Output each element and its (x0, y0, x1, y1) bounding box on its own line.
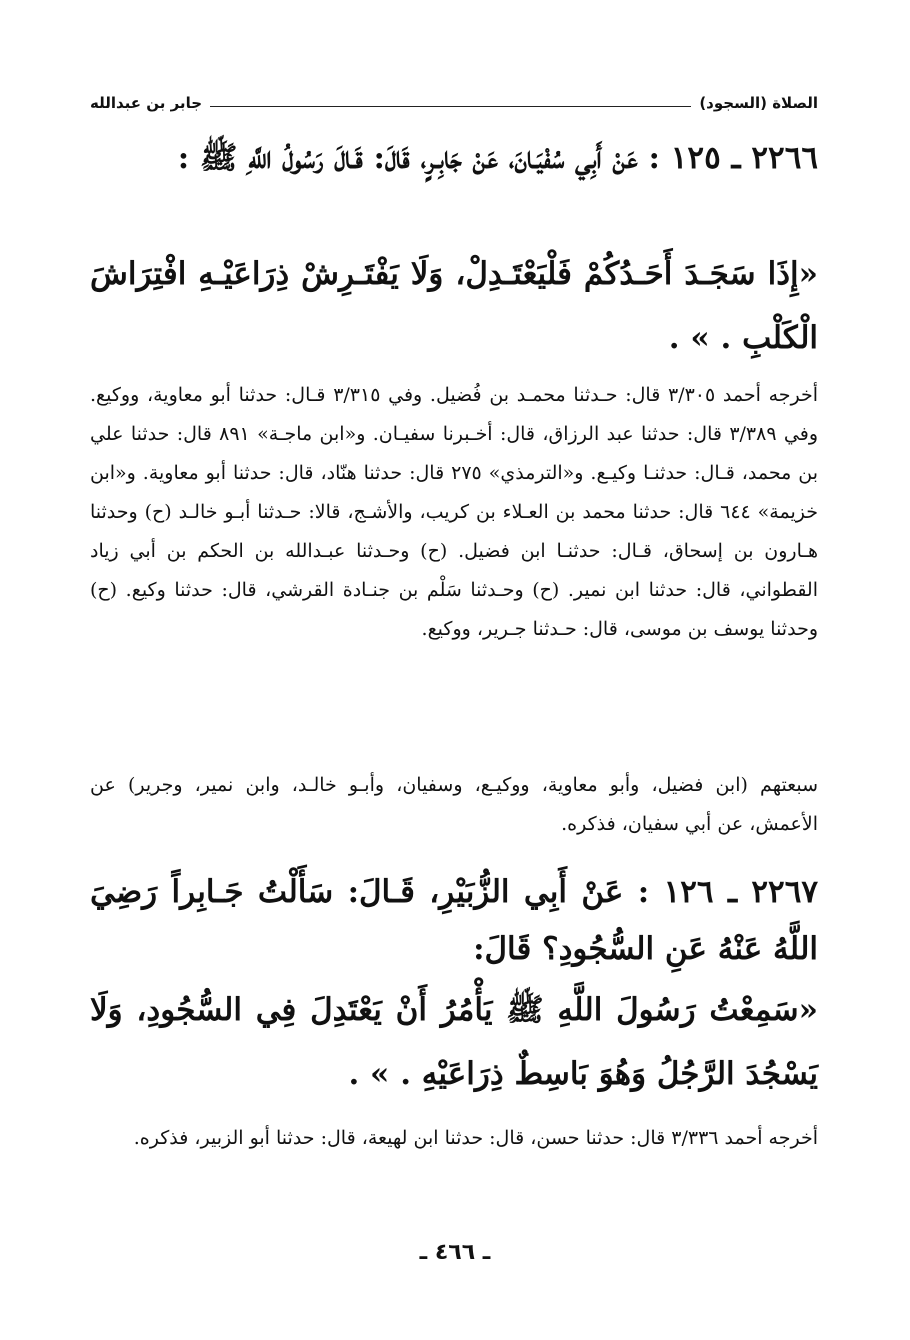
hadith-matn: «إِذَا سَجَـدَ أَحَـدُكُمْ فَلْيَعْتَـدِلْ، وَلَا يَفْتَـرِشْ ذِرَاعَيْـهِ افْتِرَاشَ الْكَلْبِ . » . (90, 256, 818, 356)
header-rule (210, 106, 691, 107)
running-header (90, 88, 818, 112)
chapter-title: الصلاة (السجود) (699, 94, 818, 112)
hadith-heading: ٢٢٦٦ ـ ١٢٥ : عَنْ أَبِي سُفْيَـانَ، عَنْ جَابِـرٍ، قَالَ: قَـالَ رَسُولُ اللَّهِ ﷺ : (177, 140, 818, 176)
takhrij-paragraph: أخرجه أحمد ٣/٣٠٥ قال: حـدثنا محمـد بن فُضيل. وفي ٣/٣١٥ قـال: حدثنا أبو معاوية، ووكيع. وفي ٣/٣٨٩ قال: حدثنا عبد الرزاق، قال: أخـبرنا سفيـان. و«ابن ماجـة» ٨٩١ قال: حدثنا علي بن محمد، قـال: حدثنـا وكيـع. و«الترمذي» ٢٧٥ قال: حدثنا هنّاد، قال: حدثنا أبو معاوية. و«ابن خزيمة» ٦٤٤ قال: حدثنا محمد بن العـلاء بن كريب، والأشـج، قالا: حـدثنا أبـو خالـد (ح) وحدثنا هـارون بن إسحاق، قـال: حدثنـا ابن فضيل. (ح) وحـدثنا عبـدالله بن الحكم بن أبي زياد القطواني، قال: حدثنا ابن نمير. (ح) وحـدثنا سَلْم بن جنـادة القرشي، قال: حدثنا وكيع. (ح) وحدثنا يوسف بن موسى، قال: حـدثنا جـرير، ووكيع. (90, 384, 819, 640)
companion-name: جابر بن عبدالله (90, 94, 203, 112)
takhrij-paragraph: أخرجه أحمد ٣/٣٣٦ قال: حدثنا حسن، قال: حدثنا ابن لهيعة، قال: حدثنا أبو الزبير، فذكره. (133, 1127, 818, 1149)
hadith-heading: ٢٢٦٧ ـ ١٢٦ : عَنْ أَبِي الزُّبَيْرِ، قَـالَ: سَأَلْتُ جَـابِراً رَضِيَ اللَّهُ عَنْهُ عَنِ السُّجُودِ؟ قَالَ: (90, 874, 819, 967)
hadith-matn: «سَمِعْتُ رَسُولَ اللَّهِ ﷺ يَأْمُرُ أَنْ يَعْتَدِلَ فِي السُّجُودِ، وَلَا يَسْجُدَ الرَّجُلُ وَهُوَ بَاسِطٌ ذِرَاعَيْهِ . » . (90, 992, 818, 1092)
takhrij-summary: سبعتهم (ابن فضيل، وأبو معاوية، ووكيـع، وسفيان، وأبـو خالـد، وابن نمير، وجرير) عن الأعمش، عن أبي سفيان، فذكره. (90, 774, 818, 835)
page-number: ـ ٤٦٦ ـ (419, 1240, 491, 1265)
